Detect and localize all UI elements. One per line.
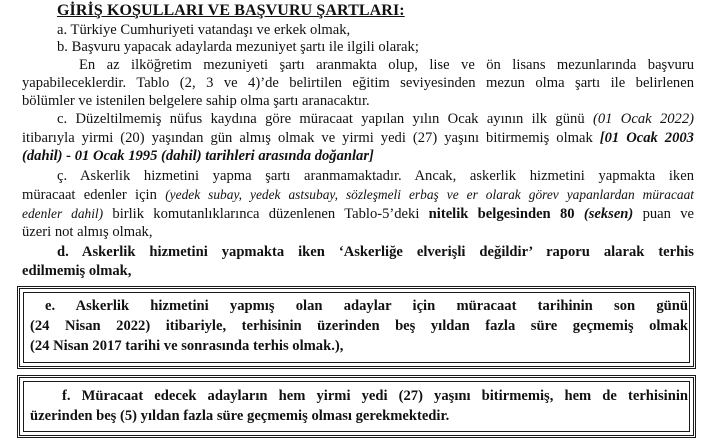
item-b-sub-line-1: En az ilköğretim mezuniyeti şartı aranmakta olup, lise ve ön lisans mezunlarında başvuru	[79, 57, 694, 73]
item-cc-line-3-text: birlik komutanlıklarınca düzenlenen Tablo-5’deki	[112, 206, 420, 222]
item-cc-line-3	[22, 205, 694, 223]
item-a-text: Türkiye Cumhuriyeti vatandaşı ve erkek olmak,	[70, 22, 351, 38]
item-a	[57, 22, 350, 39]
item-b-marker: b.	[57, 39, 68, 55]
item-cc-line-4: üzeri not almış olmak,	[22, 224, 153, 240]
item-e-line-1-text: Askerlik hizmetini yapmış olan adaylar için müracaat tarihinin son günü	[75, 298, 688, 314]
item-f-line-1	[62, 388, 688, 405]
item-d-line-1	[57, 244, 694, 261]
item-c-date: (01 Ocak 2022)	[592, 111, 694, 127]
item-cc-score: nitelik belgesinden 80	[428, 206, 575, 222]
item-f-line-1-text: Müracaat edecek adayların hem yirmi yedi (27) yaşını bitirmemiş, hem de terhisinin	[81, 388, 688, 404]
item-c-line-1	[57, 111, 694, 128]
item-e-marker: e.	[45, 298, 56, 314]
item-d-line-2: edilmemiş olmak,	[22, 263, 132, 279]
item-cc-line-1	[57, 168, 694, 185]
item-b-sub-line-3: bölümler ve istenilen belgelere sahip olma şartı aranacaktır.	[22, 93, 370, 109]
item-c-line-2-text: itibarıyla yirmi (20) yaşından gün almış olmak ve yirmi yedi (27) yaşını bitirmemiş olmak	[22, 130, 593, 146]
section-heading: GİRİŞ KOŞULLARI VE BAŞVURU ŞARTLARI:	[57, 2, 405, 19]
item-cc-line-3-tail: puan ve	[642, 206, 694, 222]
item-c-line-2	[22, 130, 694, 147]
item-e-line-2: (24 Nisan 2022) itibariyle, terhisinin üzerinden beş yıldan fazla süre geçmemiş olmak	[30, 318, 688, 334]
item-d-marker: d.	[57, 244, 69, 260]
item-b-sub-line-2: yapabileceklerdir. Tablo (2, 3 ve 4)’de belirtilen eğitim seviyesinden mezun olma şartı ile belirlenen	[22, 75, 694, 91]
item-cc-line-2	[22, 186, 694, 204]
item-cc-line-1-text: Askerlik hizmetini yapma şartı aranmamaktadır. Ancak, askerlik hizmetini yapmakta iken	[80, 168, 695, 184]
item-f-box	[17, 375, 696, 438]
item-b	[57, 39, 419, 56]
item-c-marker: c.	[57, 111, 68, 127]
item-cc-line-2-italic: (yedek subay, yedek astsubay, sözleşmeli erbaş ve er olarak görev yapanlardan müracaat	[165, 187, 695, 202]
item-b-text: Başvuru yapacak adaylarda mezuniyet şartı ile ilgili olarak;	[71, 39, 419, 55]
item-f-marker: f.	[62, 388, 71, 404]
item-cc-score-words: (seksen)	[583, 206, 634, 222]
item-cc-marker: ç.	[57, 168, 68, 184]
item-e-line-1	[45, 298, 688, 315]
item-d-line-1-text: Askerlik hizmetini yapmakta iken ‘Askerliğe elverişli değildir’ raporu alarak terhis	[81, 244, 694, 260]
item-f-line-2: üzerinden beş (5) yıldan fazla süre geçmemiş olması gerekmektedir.	[30, 408, 450, 424]
item-c-date-range-end: (dahil) - 01 Ocak 1995 (dahil) tarihleri arasında doğanlar]	[22, 148, 374, 164]
item-cc-line-3-italic: edenler dahil)	[22, 206, 104, 221]
item-e-line-3: (24 Nisan 2017 tarihi ve sonrasında terhis olmak.),	[30, 338, 344, 354]
item-a-marker: a.	[57, 22, 68, 38]
item-cc-line-2-text: müracaat edenler için	[22, 187, 157, 203]
item-c-date-range-start: [01 Ocak 2003	[599, 130, 694, 146]
item-c-line-1-text: Düzeltilmemiş nüfus kaydına göre müracaat yapılan yılın Ocak ayının ilk günü	[75, 111, 585, 127]
